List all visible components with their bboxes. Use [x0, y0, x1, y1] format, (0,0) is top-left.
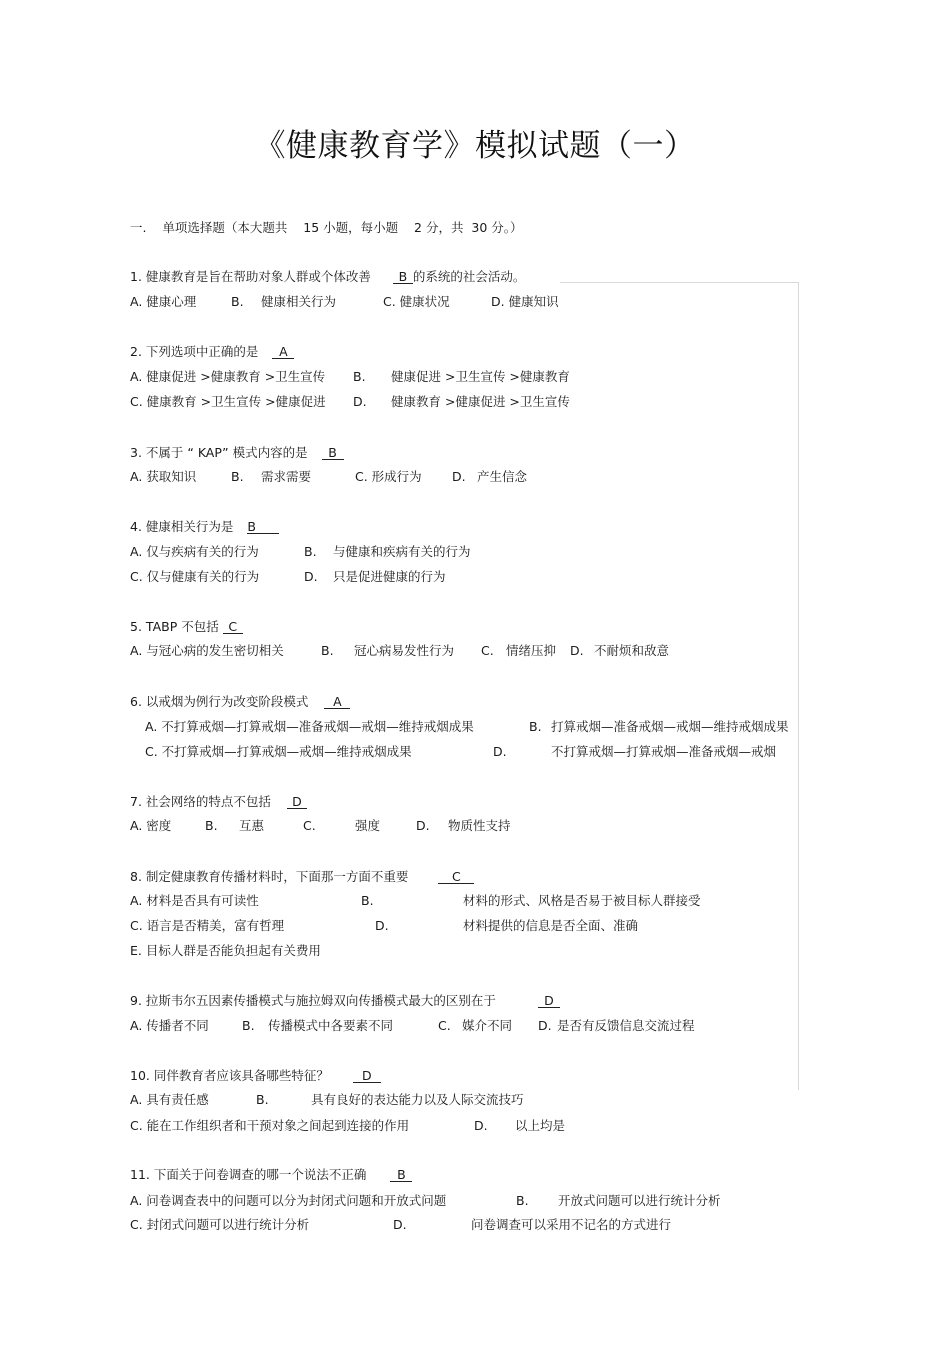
option-d-text: 产生信念 — [477, 469, 528, 484]
option-d-text: 是否有反馈信息交流过程 — [557, 1018, 695, 1033]
option-e: E. 目标人群是否能负担起有关费用 — [130, 943, 321, 958]
question-stem-text: 11. 下面关于问卷调查的哪一个说法不正确 — [130, 1167, 367, 1182]
question-stem-text: 1. 健康教育是旨在帮助对象人群或个体改善 — [130, 269, 371, 284]
option-a: A. 健康促进 >健康教育 >卫生宣传 — [130, 369, 326, 384]
option-a: A. 健康心理 — [130, 294, 197, 309]
option-b-letter: B. — [361, 893, 374, 908]
answer-blank: B — [390, 1168, 412, 1182]
option-c: C. 封闭式问题可以进行统计分析 — [130, 1217, 310, 1232]
option-b-letter: B. — [516, 1193, 529, 1208]
option-b-text: 互惠 — [239, 818, 265, 833]
option-d-text: 材料提供的信息是否全面、准确 — [463, 918, 639, 933]
question-stem-text: 10. 同伴教育者应该具备哪些特征？ — [130, 1068, 329, 1083]
option-c-letter: C. — [438, 1018, 451, 1033]
question-2-stem — [130, 344, 294, 360]
option-d-letter: D. — [474, 1118, 488, 1133]
option-d-letter: D. — [493, 744, 507, 759]
option-a: A. 材料是否具有可读性 — [130, 893, 259, 908]
option-b-letter: B. — [529, 719, 542, 734]
option-b-letter: B. — [231, 294, 244, 309]
option-d-letter: D. — [416, 818, 430, 833]
option-d-text: 不打算戒烟—打算戒烟—准备戒烟—戒烟 — [551, 744, 777, 759]
question-7-stem — [130, 794, 307, 810]
option-b-text: 与健康和疾病有关的行为 — [333, 544, 471, 559]
answer-blank: C — [438, 870, 474, 884]
frame-right-line — [798, 282, 799, 1090]
option-a: A. 获取知识 — [130, 469, 197, 484]
question-stem-suffix: 的系统的社会活动。 — [412, 269, 526, 284]
option-c: C. 语言是否精美，富有哲理 — [130, 918, 285, 933]
option-b-text: 健康促进 >卫生宣传 >健康教育 — [391, 369, 570, 384]
document-title: 《健康教育学》模拟试题（一） — [254, 128, 696, 164]
question-stem-text: 7. 社会网络的特点不包括 — [130, 794, 271, 809]
answer-blank: B — [393, 270, 413, 284]
option-a: A. 问卷调查表中的问题可以分为封闭式问题和开放式问题 — [130, 1193, 447, 1208]
option-d-text: 问卷调查可以采用不记名的方式进行 — [471, 1217, 672, 1232]
option-b-text: 传播模式中各要素不同 — [268, 1018, 394, 1033]
option-d-letter: D. — [393, 1217, 407, 1232]
option-d-letter: D. — [353, 394, 367, 409]
option-d-text: 不耐烦和敌意 — [594, 643, 670, 658]
option-d-text: 只是促进健康的行为 — [333, 569, 446, 584]
option-c-letter: C. — [303, 818, 316, 833]
question-4-stem — [130, 519, 279, 535]
question-stem-text: 8. 制定健康教育传播材料时，下面那一方面不重要 — [130, 869, 409, 884]
option-c: C. 健康教育 >卫生宣传 >健康促进 — [130, 394, 326, 409]
answer-blank: D — [287, 795, 307, 809]
question-stem-text: 6. 以戒烟为例行为改变阶段模式 — [130, 694, 309, 709]
option-b-text: 打算戒烟—准备戒烟—戒烟—维持戒烟成果 — [551, 719, 789, 734]
option-a: A. 传播者不同 — [130, 1018, 209, 1033]
option-b-text: 开放式问题可以进行统计分析 — [558, 1193, 721, 1208]
option-d-text: 健康教育 >健康促进 >卫生宣传 — [391, 394, 570, 409]
answer-blank: B — [247, 520, 279, 534]
answer-blank: C — [223, 620, 243, 634]
option-a: A. 与冠心病的发生密切相关 — [130, 643, 284, 658]
question-5-stem — [130, 619, 243, 635]
option-d-letter: D. — [452, 469, 466, 484]
option-c: C. 仅与健康有关的行为 — [130, 569, 260, 584]
option-c-text: 强度 — [355, 818, 381, 833]
question-stem-text: 2. 下列选项中正确的是 — [130, 344, 259, 359]
frame-top-line — [560, 282, 798, 283]
option-a: A. 具有责任感 — [130, 1092, 209, 1107]
question-stem-text: 3. 不属于 “ KAP” 模式内容的是 — [130, 445, 308, 460]
option-b-text: 冠心病易发性行为 — [354, 643, 455, 658]
option-c: C. 能在工作组织者和干预对象之间起到连接的作用 — [130, 1118, 410, 1133]
answer-blank: D — [353, 1069, 381, 1083]
option-b-text: 健康相关行为 — [261, 294, 337, 309]
option-d-letter: D. — [304, 569, 318, 584]
question-9-stem — [130, 993, 560, 1009]
question-10-stem — [130, 1068, 381, 1084]
question-3-stem — [130, 445, 344, 461]
answer-blank: A — [272, 345, 294, 359]
question-stem-text: 5. TABP 不包括 — [130, 619, 219, 634]
option-d-letter: D. — [538, 1018, 552, 1033]
question-6-stem — [130, 694, 350, 710]
option-c-text: 情绪压抑 — [506, 643, 557, 658]
option-b-letter: B. — [242, 1018, 255, 1033]
option-d-letter: D. — [570, 643, 584, 658]
option-a: A. 不打算戒烟—打算戒烟—准备戒烟—戒烟—维持戒烟成果 — [145, 719, 474, 734]
option-d-letter: D. — [375, 918, 389, 933]
question-stem-text: 9. 拉斯韦尔五因素传播模式与施拉姆双向传播模式最大的区别在于 — [130, 993, 496, 1008]
option-a: A. 仅与疾病有关的行为 — [130, 544, 259, 559]
option-c: C. 健康状况 — [383, 294, 450, 309]
option-a: A. 密度 — [130, 818, 172, 833]
option-d-text: 物质性支持 — [448, 818, 511, 833]
option-c-text: 媒介不同 — [462, 1018, 513, 1033]
question-stem-text: 4. 健康相关行为是 — [130, 519, 234, 534]
question-1-stem — [130, 269, 525, 285]
option-b-letter: B. — [205, 818, 218, 833]
option-d-text: 以上均是 — [515, 1118, 566, 1133]
option-b-letter: B. — [353, 369, 366, 384]
question-11-stem — [130, 1167, 412, 1183]
answer-blank: D — [538, 994, 560, 1008]
question-8-stem — [130, 869, 474, 885]
option-c-letter: C. — [481, 643, 494, 658]
option-b-text: 需求需要 — [261, 469, 312, 484]
option-b-letter: B. — [304, 544, 317, 559]
answer-blank: B — [322, 446, 344, 460]
option-b-text: 具有良好的表达能力以及人际交流技巧 — [311, 1092, 524, 1107]
answer-blank: A — [324, 695, 350, 709]
option-b-letter: B. — [321, 643, 334, 658]
option-b-letter: B. — [231, 469, 244, 484]
option-d: D. 健康知识 — [491, 294, 559, 309]
section-heading: 一. 单项选择题（本大题共 15 小题，每小题 2 分，共 30 分。） — [130, 220, 523, 235]
option-c: C. 不打算戒烟—打算戒烟—戒烟—维持戒烟成果 — [145, 744, 412, 759]
option-b-letter: B. — [256, 1092, 269, 1107]
option-c: C. 形成行为 — [355, 469, 422, 484]
option-b-text: 材料的形式、风格是否易于被目标人群接受 — [463, 893, 701, 908]
